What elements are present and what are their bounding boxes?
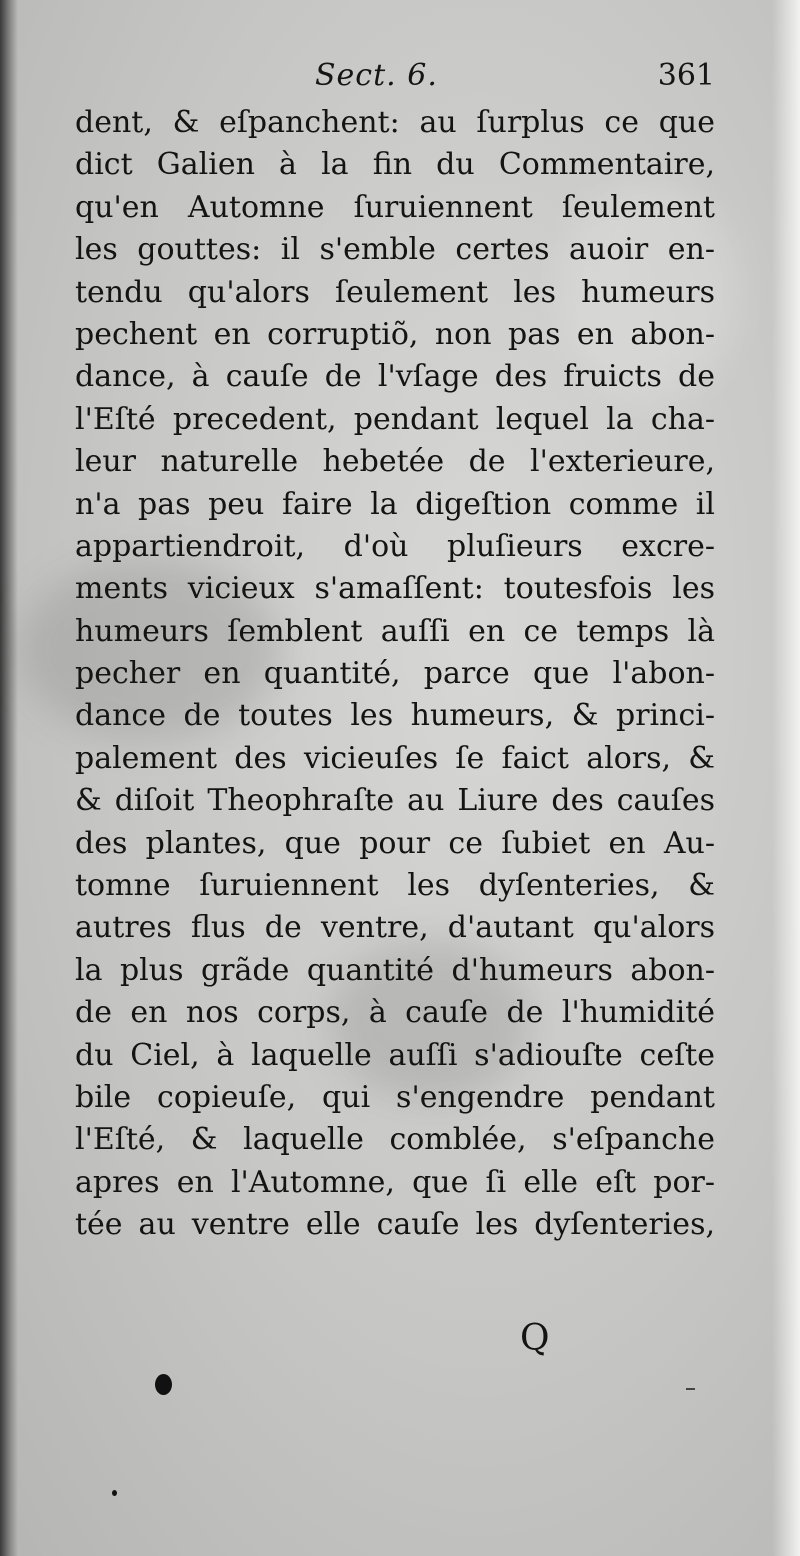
text-line: l'Eſté, & laquelle comblée, s'eſpanche bbox=[75, 1122, 715, 1158]
text-line: les gouttes: il s'emble certes auoir en- bbox=[75, 232, 715, 268]
running-head: Sect. 6. bbox=[315, 58, 438, 93]
text-line: pechent en corruptiõ, non pas en abon- bbox=[75, 316, 715, 352]
text-line: la plus grãde quantité d'humeurs abon- bbox=[75, 952, 715, 988]
text-line: l'Eſté precedent, pendant lequel la cha- bbox=[75, 401, 715, 437]
body-text bbox=[75, 102, 715, 1247]
page-highlight-right bbox=[772, 0, 800, 1556]
page-shadow-left bbox=[0, 0, 18, 1556]
text-line: dance de toutes les humeurs, & princi- bbox=[75, 698, 715, 734]
ink-mark bbox=[686, 1388, 695, 1390]
text-line: du Ciel, à laquelle auſſi s'adiouſte ceſte bbox=[75, 1037, 715, 1073]
page-header bbox=[75, 58, 715, 102]
text-line: ments vicieux s'amaſſent: toutesfois les bbox=[75, 571, 715, 607]
text-line: bile copieuſe, qui s'engendre pendant bbox=[75, 1079, 715, 1115]
text-line: humeurs ſemblent auſſi en ce temps là bbox=[75, 613, 715, 649]
ink-blot bbox=[155, 1374, 172, 1395]
text-line: palement des vicieuſes ſe faict alors, & bbox=[75, 740, 715, 776]
text-line: tomne ſuruiennent les dyſenteries, & bbox=[75, 868, 715, 904]
text-line: dict Galien à la fin du Commentaire, bbox=[75, 147, 715, 183]
text-line: autres flus de ventre, d'autant qu'alors bbox=[75, 910, 715, 946]
text-line: leur naturelle hebetée de l'exterieure, bbox=[75, 444, 715, 480]
catchword: Q bbox=[520, 1318, 550, 1359]
text-line: des plantes, que pour ce ſubiet en Au- bbox=[75, 825, 715, 861]
text-line: appartiendroit, d'où pluſieurs excre- bbox=[75, 528, 715, 564]
text-line: qu'en Automne ſuruiennent ſeulement bbox=[75, 189, 715, 225]
text-line: apres en l'Automne, que ſi elle eſt por- bbox=[75, 1164, 715, 1200]
page-number: 361 bbox=[657, 58, 715, 93]
text-line: tée au ventre elle cauſe les dyſenteries, bbox=[75, 1207, 715, 1243]
text-line: tendu qu'alors ſeulement les humeurs bbox=[75, 274, 715, 310]
text-line: & diſoit Theophraſte au Liure des cauſes bbox=[75, 783, 715, 819]
text-line: de en nos corps, à cauſe de l'humidité bbox=[75, 995, 715, 1031]
text-line: pecher en quantité, parce que l'abon- bbox=[75, 656, 715, 692]
text-line: n'a pas peu faire la digeſtion comme il bbox=[75, 486, 715, 522]
ink-speck bbox=[112, 1490, 117, 1496]
text-line: dent, & eſpanchent: au ſurplus ce que bbox=[75, 105, 715, 140]
text-line: dance, à cauſe de l'vſage des fruicts de bbox=[75, 359, 715, 395]
